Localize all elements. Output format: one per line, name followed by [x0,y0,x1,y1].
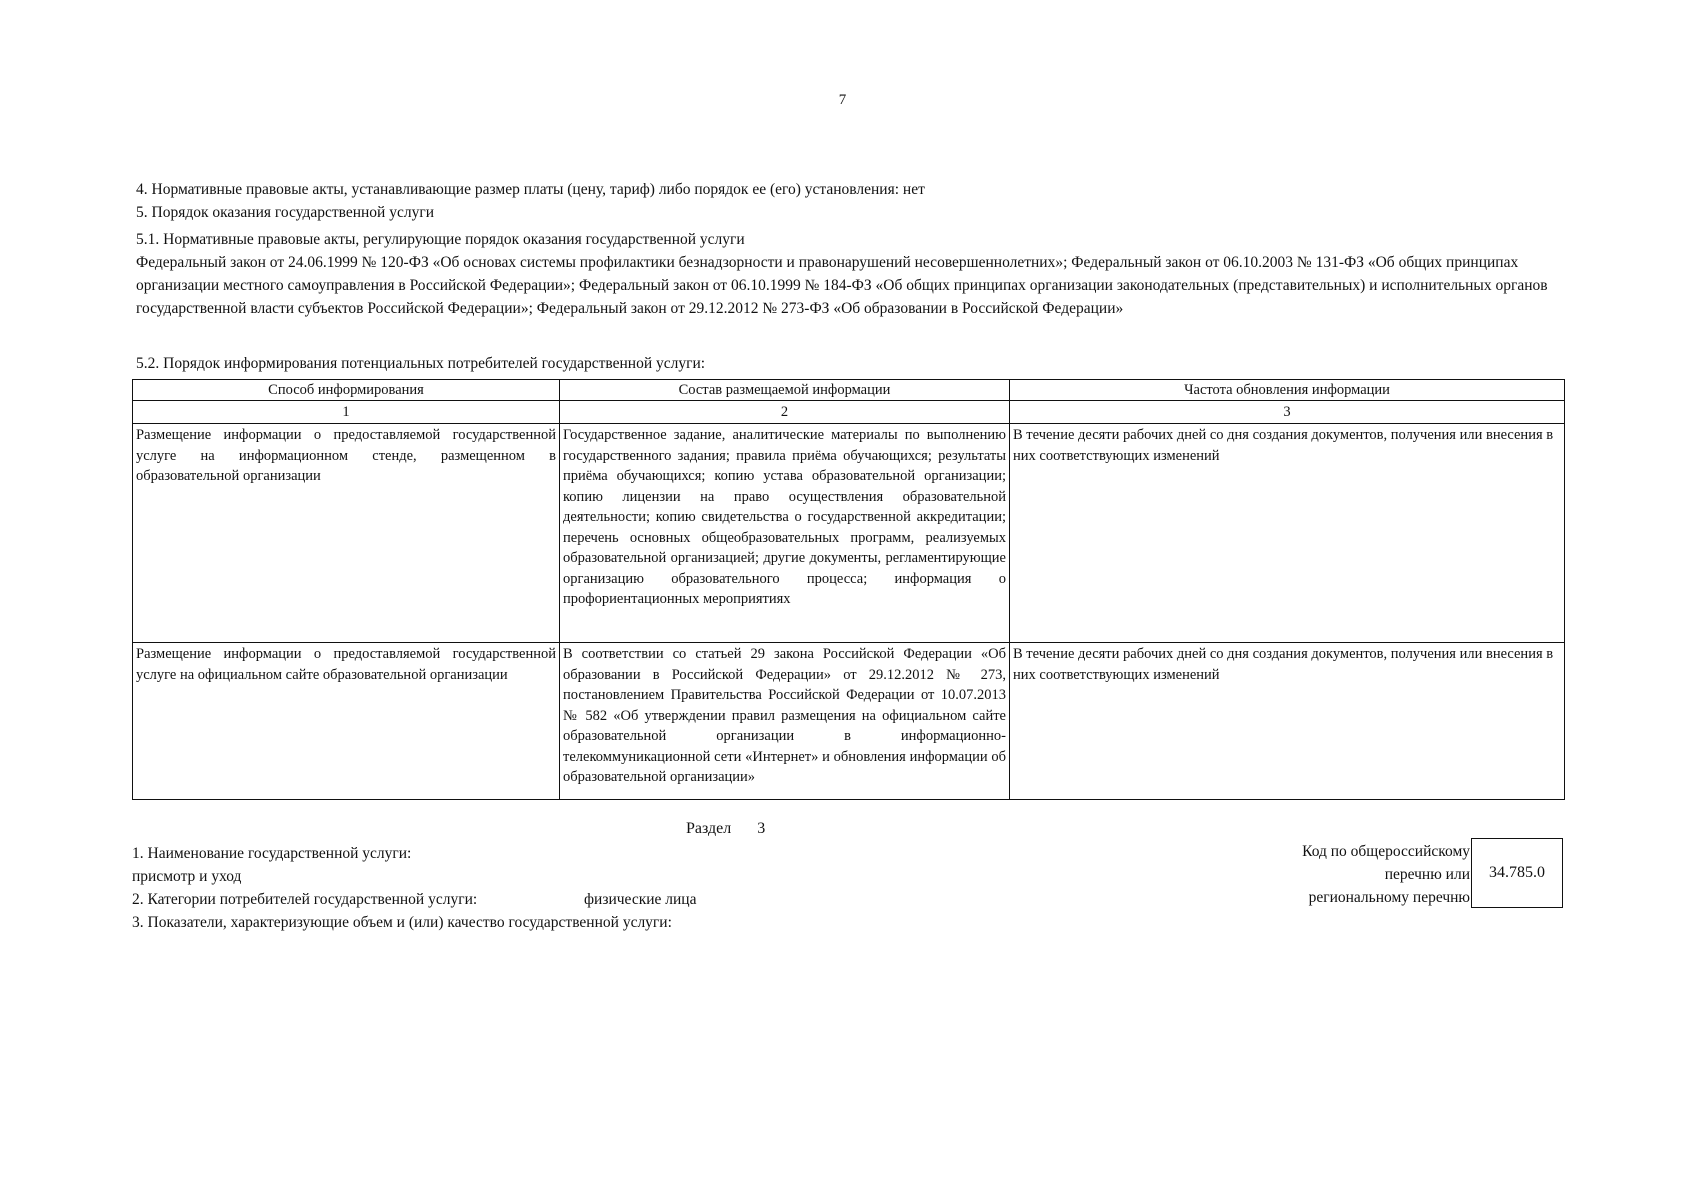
cell-content: Государственное задание, аналитические материалы по выполнению государственного задания; правила приёма обучающихся; результаты приёма обучающихся; копию устава образовательной организации; копию лицензии на право осуществления образовательной деятельности; копию свидетельства о государственной аккредитации; перечень основных общеобразовательных программ, реализуемых образовательной организацией; другие документы, регламентирующие организацию образовательного процесса; информация о профориентационных мероприятиях [560,424,1010,643]
cell-method: Размещение информации о предоставляемой государственной услуге на официальном сайте образовательной организации [133,643,560,800]
informing-table [132,379,1565,800]
cell-content: В соответствии со статьей 29 закона Российской Федерации «Об образовании в Российской Федерации» от 29.12.2012 № 273, постановлением Правительства Российской Федерации от 10.07.2013 № 582 «Об утверждении правил размещения на официальном сайте образовательной организации в информационно-телекоммуникационной сети «Интернет» и обновления информации об образовательной организации» [560,643,1010,800]
requirements-block [136,178,1566,320]
item-2-label: 2. Категории потребителей государственной услуги: [132,891,478,908]
item-1-value: присмотр и уход [132,868,242,885]
table-header-row [133,380,1565,401]
cell-method: Размещение информации о предоставляемой государственной услуге на информационном стенде, размещенном в образовательной организации [133,424,560,643]
paragraph-5-1-laws: Федеральный закон от 24.06.1999 № 120-ФЗ «Об основах системы профилактики безнадзорности и правонарушений несовершеннолетних»; Федеральный закон от 06.10.2003 № 131-ФЗ «Об общих принципах организации местного самоуправления в Российской Федерации»; Федеральный закон от 06.10.1999 № 184-ФЗ «Об общих принципах организации законодательных (представительных) и исполнительных органов государственной власти субъектов Российской Федерации»; Федеральный закон от 29.12.2012 № 273-ФЗ «Об образовании в Российской Федерации» [136,254,1548,317]
cell-frequency: В течение десяти рабочих дней со дня создания документов, получения или внесения в них соответствующих изменений [1010,643,1565,800]
paragraph-5: 5. Порядок оказания государственной услуги [136,204,434,221]
code-value-box [1471,838,1563,908]
cell-frequency: В течение десяти рабочих дней со дня создания документов, получения или внесения в них соответствующих изменений [1010,424,1565,643]
section-label: Раздел [686,820,732,837]
paragraph-5-1: 5.1. Нормативные правовые акты, регулирующие порядок оказания государственной услуги [136,231,745,248]
item-2-line [132,888,1032,911]
code-label-line: перечню или [1384,866,1470,883]
table-number-row [133,401,1565,424]
column-number: 1 [133,401,560,424]
paragraph-4: 4. Нормативные правовые акты, устанавливающие размер платы (цену, тариф) либо порядок ее (его) установления: нет [136,181,925,198]
table-row [133,424,1565,643]
table-row [133,643,1565,800]
item-1-label: 1. Наименование государственной услуги: [132,845,412,862]
header-content: Состав размещаемой информации [560,380,1010,401]
code-label [1302,840,1470,909]
section-number: 3 [757,820,766,837]
code-label-line: региональному перечню [1308,889,1470,906]
item-2-value: физические лица [584,891,697,908]
code-label-line: Код по общероссийскому [1302,843,1470,860]
column-number: 2 [560,401,1010,424]
section-details [132,842,1032,934]
section-title [686,820,765,838]
item-3-label: 3. Показатели, характеризующие объем и (или) качество государственной услуги: [132,914,672,931]
header-method: Способ информирования [133,380,560,401]
page-number: 7 [838,92,847,108]
header-frequency: Частота обновления информации [1010,380,1565,401]
column-number: 3 [1010,401,1565,424]
code-value: 34.785.0 [1489,864,1545,881]
paragraph-5-2: 5.2. Порядок информирования потенциальных потребителей государственной услуги: [136,355,706,372]
